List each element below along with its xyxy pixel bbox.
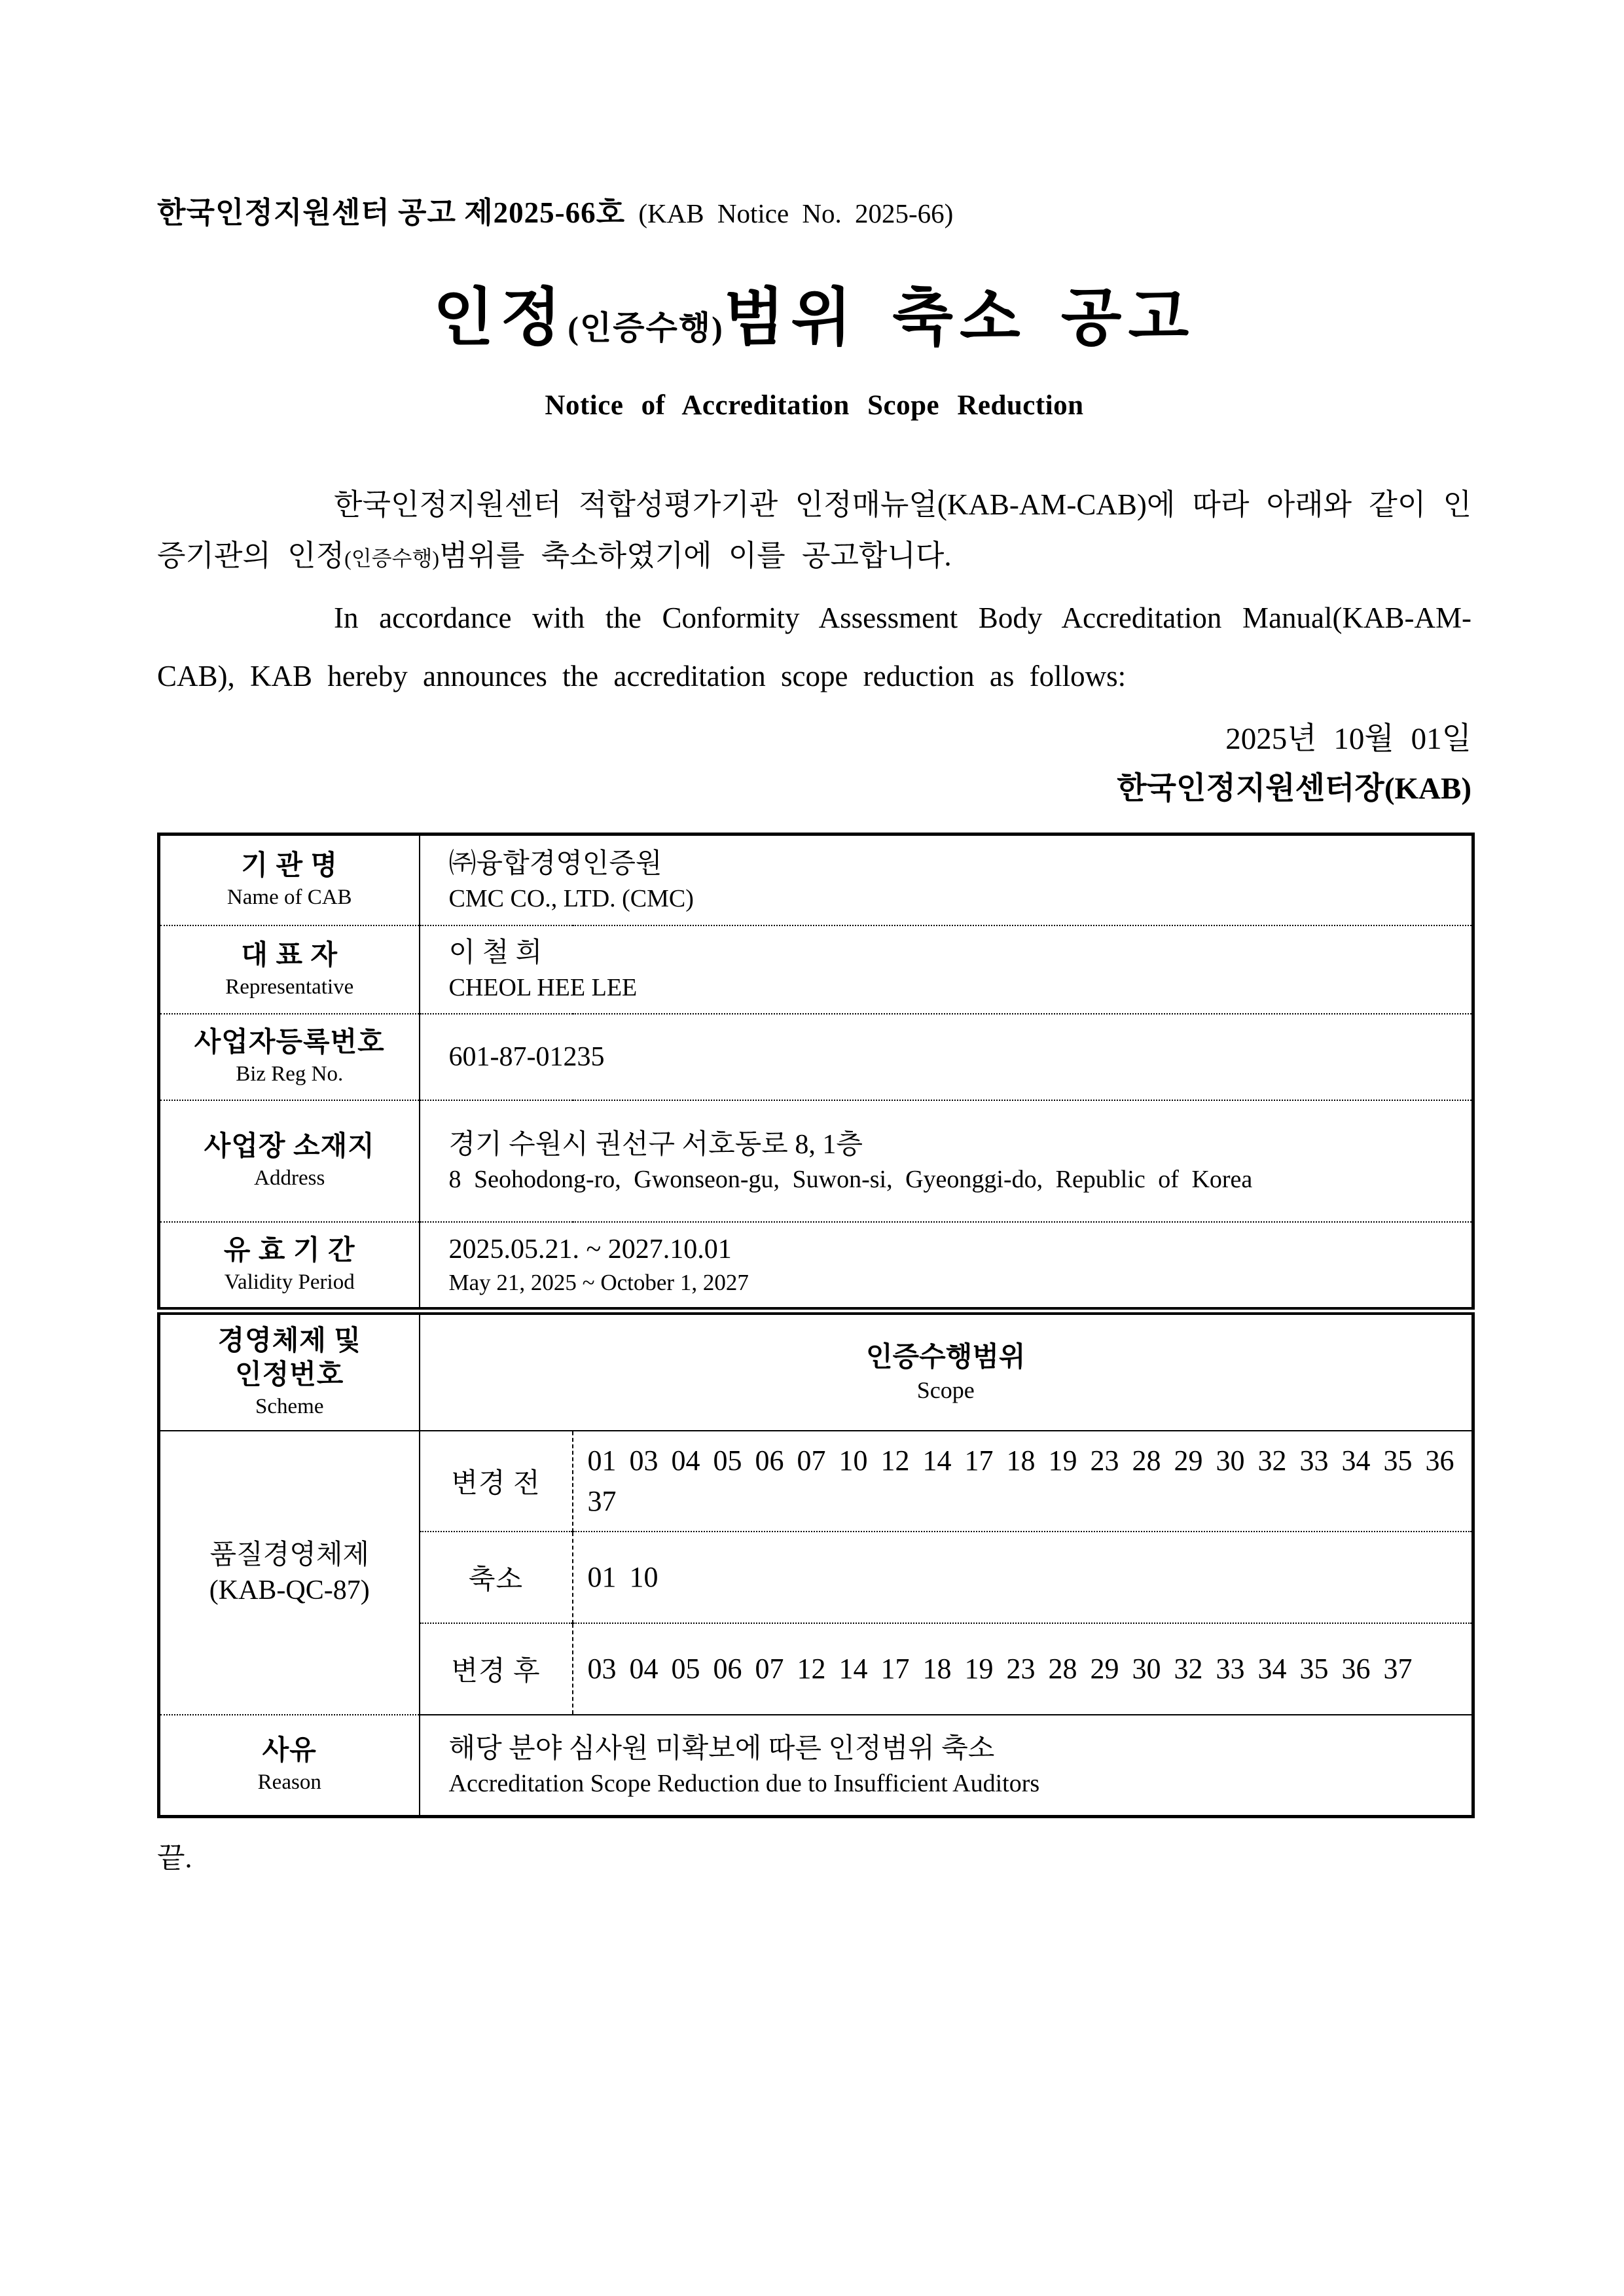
- end-mark: 끝.: [157, 1841, 192, 1874]
- cell-label-address: [159, 1100, 420, 1222]
- label-address-ko: 사업장 소재지: [204, 1132, 375, 1162]
- label-biz-reg-ko: 사업자등록번호: [194, 1028, 385, 1058]
- cell-label-representative: [159, 925, 420, 1014]
- cell-value-address: [420, 1100, 1473, 1222]
- cell-codes-reduced: 01 10: [573, 1532, 1473, 1623]
- label-reason-ko: 사유: [262, 1736, 317, 1767]
- cell-label-name: [159, 834, 420, 925]
- intro-paragraph-english: In accordance with the Conformity Assessment Body Accreditation Manual(KAB-AM-CAB), KAB hereby announces the accreditation scope reduction as follows:: [157, 601, 1471, 692]
- label-scheme-en: Scheme: [255, 1395, 324, 1419]
- scope-header-ko: 인증수행범위: [866, 1342, 1026, 1373]
- cell-label-validity: [159, 1222, 420, 1311]
- label-scheme-ko-line2: 인정번호: [235, 1360, 344, 1391]
- cell-scheme-name: [159, 1431, 420, 1715]
- label-representative-ko: 대 표 자: [241, 940, 338, 971]
- cell-sublabel-reduced: 축소: [420, 1532, 573, 1623]
- value-address-en: 8 Seohodong-ro, Gwonseon-gu, Suwon-si, Gyeonggi-do, Republic of Korea: [448, 1165, 1253, 1193]
- cell-scope-header: [420, 1311, 1473, 1431]
- table-row-address: [159, 1100, 1473, 1222]
- cell-codes-after: 03 04 05 06 07 12 14 17 18 19 23 28 29 30 32 33 34 35 36 37: [573, 1623, 1473, 1715]
- notice-number-line: [157, 195, 1471, 230]
- document-subtitle: Notice of Accreditation Scope Reduction: [545, 389, 1084, 421]
- intro-ko-before: 한국인정지원센터 적합성평가기관 인정매뉴얼(KAB-AM-CAB)에 따라 아래와 같이 인증기관의 인정: [157, 488, 1471, 572]
- label-scheme-ko-line1: 경영체제 및: [217, 1326, 361, 1357]
- title-part2: 범위 축소 공고: [723, 283, 1196, 353]
- intro-ko-small-paren: (인증수행): [344, 546, 440, 570]
- value-address-ko: 경기 수원시 권선구 서호동로 8, 1층: [448, 1129, 863, 1160]
- table-row-name-of-cab: [159, 834, 1473, 925]
- value-representative-en: CHEOL HEE LEE: [448, 974, 638, 1002]
- title-small-paren: (인증수행): [568, 310, 724, 346]
- document-title: [157, 278, 1471, 359]
- notice-number-english: (KAB Notice No. 2025-66): [625, 198, 954, 228]
- intro-ko-after: 범위를 축소하였기에 이를 공고합니다.: [439, 539, 952, 572]
- value-biz-reg-number: 601-87-01235: [448, 1041, 605, 1072]
- cell-label-scheme: [159, 1311, 420, 1431]
- label-validity-ko: 유 효 기 간: [223, 1235, 355, 1266]
- label-address-en: Address: [254, 1166, 325, 1191]
- cell-sublabel-before: 변경 전: [420, 1431, 573, 1532]
- label-validity-en: Validity Period: [224, 1270, 355, 1294]
- value-representative-ko: 이 철 희: [448, 938, 543, 969]
- label-name-en: Name of CAB: [226, 886, 352, 910]
- value-validity-ko: 2025.05.21. ~ 2027.10.01: [448, 1234, 732, 1265]
- cell-value-biz-reg: [420, 1014, 1473, 1100]
- value-name-en: CMC CO., LTD. (CMC): [448, 884, 694, 912]
- cell-label-biz-reg: [159, 1014, 420, 1100]
- cell-codes-before: 01 03 04 05 06 07 10 12 14 17 18 19 23 28 29 30 32 33 34 35 36 37: [573, 1431, 1473, 1532]
- label-name-ko: 기 관 명: [241, 851, 338, 882]
- cell-sublabel-after: 변경 후: [420, 1623, 573, 1715]
- table-row-scope-before: [159, 1431, 1473, 1532]
- scope-header-en: Scope: [916, 1377, 975, 1404]
- label-reason-en: Reason: [257, 1770, 321, 1795]
- table-row-reason: [159, 1715, 1473, 1816]
- table-row-biz-reg-no: [159, 1014, 1473, 1100]
- cell-value-reason: [420, 1715, 1473, 1816]
- table-row-representative: [159, 925, 1473, 1014]
- table-row-scheme-header: [159, 1311, 1473, 1431]
- title-part1: 인정: [433, 283, 568, 353]
- label-representative-en: Representative: [225, 975, 354, 999]
- cell-value-validity: [420, 1222, 1473, 1311]
- value-reason-ko: 해당 분야 심사원 미확보에 따른 인정범위 축소: [448, 1733, 995, 1764]
- issue-date: 2025년 10월 01일: [1225, 721, 1471, 756]
- scheme-accreditation-number: (KAB-QC-87): [209, 1575, 370, 1606]
- cell-label-reason: [159, 1715, 420, 1816]
- notice-number-korean: 한국인정지원센터 공고 제2025-66호: [157, 196, 626, 229]
- value-reason-en: Accreditation Scope Reduction due to Insufficient Auditors: [448, 1769, 1040, 1797]
- label-biz-reg-en: Biz Reg No.: [236, 1062, 344, 1086]
- cab-info-table: [157, 833, 1475, 1818]
- scheme-name-ko: 품질경영체제: [209, 1540, 369, 1571]
- cell-value-name: [420, 834, 1473, 925]
- table-row-validity-period: [159, 1222, 1473, 1311]
- intro-paragraph-korean: [157, 479, 1471, 584]
- value-validity-en: May 21, 2025 ~ October 1, 2027: [448, 1270, 749, 1296]
- cell-value-representative: [420, 925, 1473, 1014]
- value-name-ko: ㈜융합경영인증원: [448, 848, 662, 879]
- issuer-signature: 한국인정지원센터장(KAB): [1117, 771, 1471, 806]
